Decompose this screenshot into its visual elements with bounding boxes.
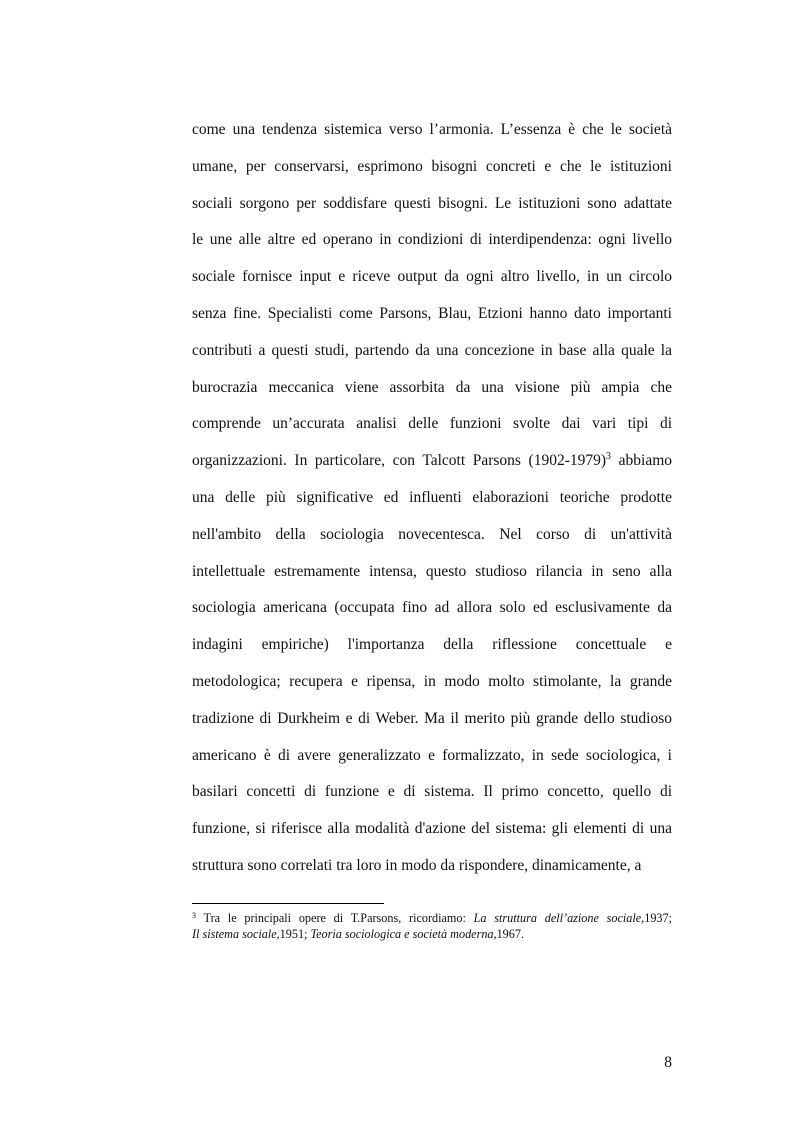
footnote-reference[interactable]: 3 (606, 451, 612, 463)
body-line: basilari concetti di funzione e di sistema. Il primo concetto, quello di (192, 783, 672, 801)
body-line: le une alle altre ed operano in condizioni di interdipendenza: ogni livello (192, 231, 672, 249)
body-line: comprende un’accurata analisi delle funzioni svolte dai vari tipi di (192, 415, 672, 433)
body-line-with-footnote-ref (192, 443, 672, 480)
page-number: 8 (664, 1054, 672, 1071)
footnote-work-title: Teoria sociologica e società moderna, (310, 927, 497, 941)
footnote-line (192, 910, 672, 926)
footnote-year: 1951; (279, 927, 311, 941)
footnote-separator (192, 903, 384, 904)
footnote (192, 910, 672, 942)
body-line: sociali sorgono per soddisfare questi bisogni. Le istituzioni sono adattate (192, 194, 672, 212)
footnote-intro: Tra le principali opere di T.Parsons, ricordiamo: (196, 911, 474, 925)
body-line-text: abbiamo (611, 452, 673, 470)
body-line: sociale fornisce input e riceve output da ogni altro livello, in un circolo (192, 268, 672, 286)
body-line: struttura sono correlati tra loro in modo da rispondere, dinamicamente, a (192, 856, 642, 874)
footnote-year: 1967. (496, 927, 524, 941)
body-line: metodologica; recupera e ripensa, in modo molto stimolante, la grande (192, 672, 672, 690)
footnote-work-title: La struttura dell’azione sociale, (473, 911, 645, 925)
body-line: americano è di avere generalizzato e formalizzato, in sede sociologica, i (192, 746, 672, 764)
footnote-work-title: Il sistema sociale, (192, 927, 280, 941)
footnote-line (192, 926, 672, 942)
body-text (192, 112, 672, 885)
body-line: senza fine. Specialisti come Parsons, Blau, Etzioni hanno dato importanti (192, 304, 672, 322)
body-line: funzione, si riferisce alla modalità d'azione del sistema: gli elementi di una (192, 820, 672, 838)
body-line: indagini empiriche) l'importanza della riflessione concettuale e (192, 636, 672, 654)
footnote-marker: 3 (192, 911, 196, 920)
body-line: come una tendenza sistemica verso l’armonia. L’essenza è che le società (192, 121, 672, 138)
footnote-year: 1937; (644, 911, 672, 925)
body-line: intellettuale estremamente intensa, questo studioso rilancia in seno alla (192, 562, 672, 580)
body-line: sociologia americana (occupata fino ad allora solo ed esclusivamente da (192, 599, 672, 617)
body-line: contributi a questi studi, partendo da una concezione in base alla quale la (192, 341, 672, 359)
body-line: umane, per conservarsi, esprimono bisogni concreti e che le istituzioni (192, 157, 672, 175)
body-line: nell'ambito della sociologia novecentesca. Nel corso di un'attività (192, 525, 672, 543)
body-line: una delle più significative ed influenti elaborazioni teoriche prodotte (192, 488, 672, 506)
body-line-text: organizzazioni. In particolare, con Talcott Parsons (1902-1979) (192, 452, 607, 470)
body-line: burocrazia meccanica viene assorbita da una visione più ampia che (192, 378, 672, 396)
body-line: tradizione di Durkheim e di Weber. Ma il merito più grande dello studioso (192, 709, 672, 727)
